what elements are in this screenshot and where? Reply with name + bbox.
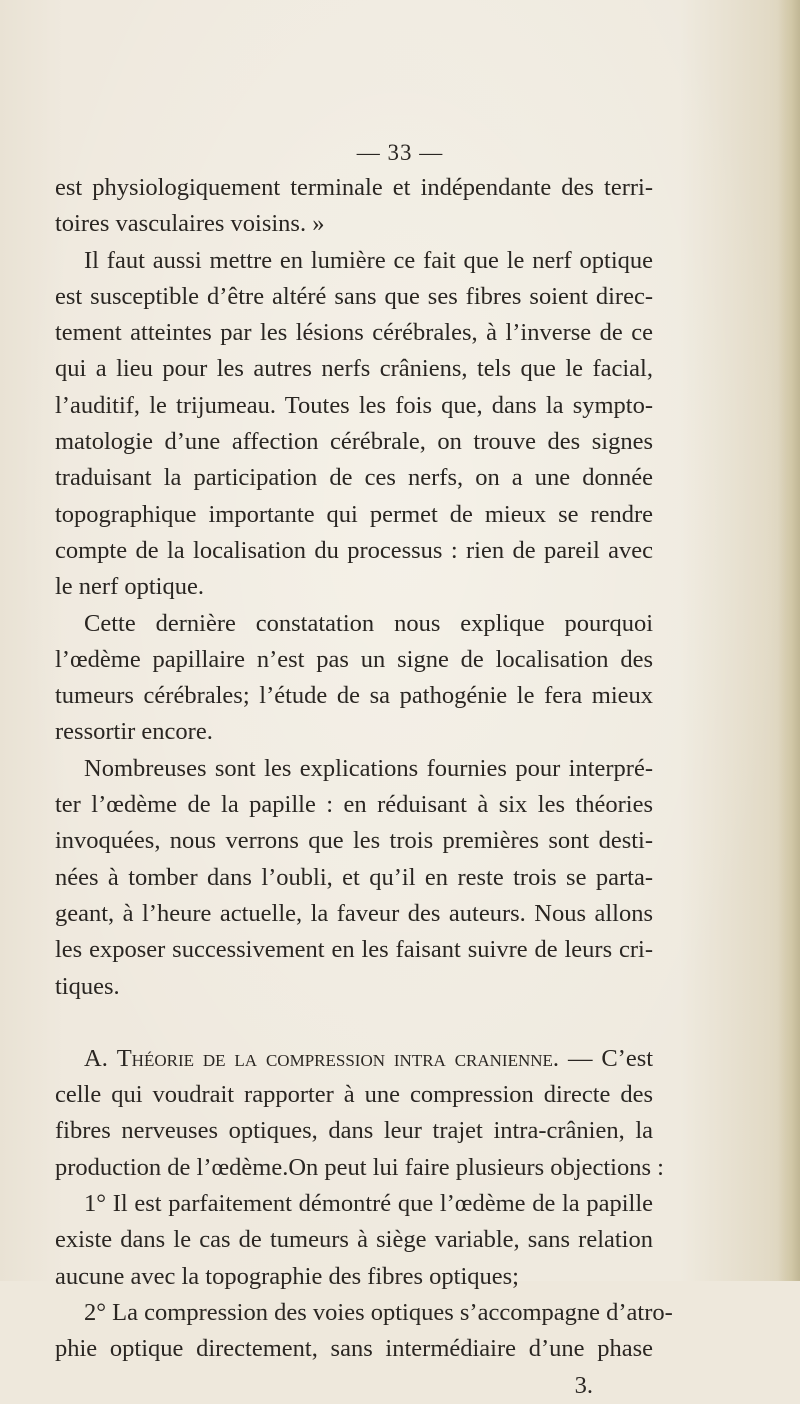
text-line: l’auditif, le trijumeau. Toutes les fois que, dans la sympto-	[55, 391, 653, 419]
text-line: geant, à l’heure actuelle, la faveur des auteurs. Nous allons	[55, 899, 653, 927]
objection-2	[55, 1295, 673, 1368]
section-heading	[55, 1041, 653, 1077]
section-label: A.	[84, 1044, 108, 1072]
text-line: traduisant la participation de ces nerfs, on a une donnée	[55, 464, 653, 492]
text-line: ressortir encore.	[55, 718, 213, 746]
signature-mark: 3.	[574, 1371, 593, 1399]
paragraph	[55, 170, 653, 243]
text-line: les exposer successivement en les faisant suivre de leurs cri-	[55, 936, 653, 964]
paragraph	[55, 751, 653, 1005]
text-line: topographique importante qui permet de mieux se rendre	[55, 500, 653, 528]
text-line: tiques.	[55, 972, 120, 1000]
text-line: matologie d’une affection cérébrale, on trouve des signes	[55, 428, 653, 456]
paragraph	[55, 606, 653, 751]
text-line: Il faut aussi mettre en lumière ce fait que le nerf optique	[84, 246, 653, 274]
text-line: celle qui voudrait rapporter à une compression directe des	[55, 1081, 653, 1109]
objection-1	[55, 1186, 653, 1295]
text-line: compte de la localisation du processus : rien de pareil avec	[55, 536, 653, 564]
text-line: Cette dernière constatation nous explique pourquoi	[84, 609, 653, 637]
text-line: qui a lieu pour les autres nerfs crâniens, tels que le facial,	[55, 355, 653, 383]
text-line: aucune avec la topographie des fibres optiques;	[55, 1262, 519, 1290]
text-line: est physiologiquement terminale et indépendante des terri-	[55, 174, 653, 201]
text-line: tumeurs cérébrales; l’étude de sa pathogénie le fera mieux	[55, 682, 653, 710]
text-line: l’œdème papillaire n’est pas un signe de localisation des	[55, 645, 653, 673]
text-line: Nombreuses sont les explications fournies pour interpré-	[84, 754, 653, 782]
text-line: production de l’œdème.On peut lui faire plusieurs objections :	[55, 1153, 664, 1181]
text-line: invoquées, nous verrons que les trois premières sont desti-	[55, 827, 653, 855]
section-title: Théorie de la compression intra cranienne.	[116, 1044, 560, 1072]
text-line: toires vasculaires voisins. »	[55, 210, 325, 238]
text-line: 1° Il est parfaitement démontré que l’œdème de la papille	[84, 1190, 653, 1218]
text-line: est susceptible d’être altéré sans que ses fibres soient direc-	[55, 282, 653, 310]
section-dash: —	[567, 1044, 593, 1072]
body-text	[55, 170, 673, 1404]
text-line: tement atteintes par les lésions cérébrales, à l’inverse de ce	[55, 319, 653, 347]
section-first-words: C’est	[601, 1044, 654, 1072]
text-line: le nerf optique.	[55, 573, 204, 601]
text-line: 2° La compression des voies optiques s’accompagne d’atro-	[84, 1298, 673, 1326]
page-number: — 33 —	[356, 140, 444, 165]
paragraph	[55, 243, 653, 606]
text-line: fibres nerveuses optiques, dans leur trajet intra-crânien, la	[55, 1117, 653, 1145]
page-edge-shadow	[778, 0, 800, 1281]
text-line: phie optique directement, sans intermédiaire d’une phase	[55, 1335, 653, 1363]
text-line: ter l’œdème de la papille : en réduisant à six les théories	[55, 791, 653, 819]
text-line: existe dans le cas de tumeurs à siège variable, sans relation	[55, 1226, 653, 1254]
section-theory-a	[55, 1041, 664, 1186]
text-line: nées à tomber dans l’oubli, et qu’il en reste trois se parta-	[55, 863, 653, 891]
